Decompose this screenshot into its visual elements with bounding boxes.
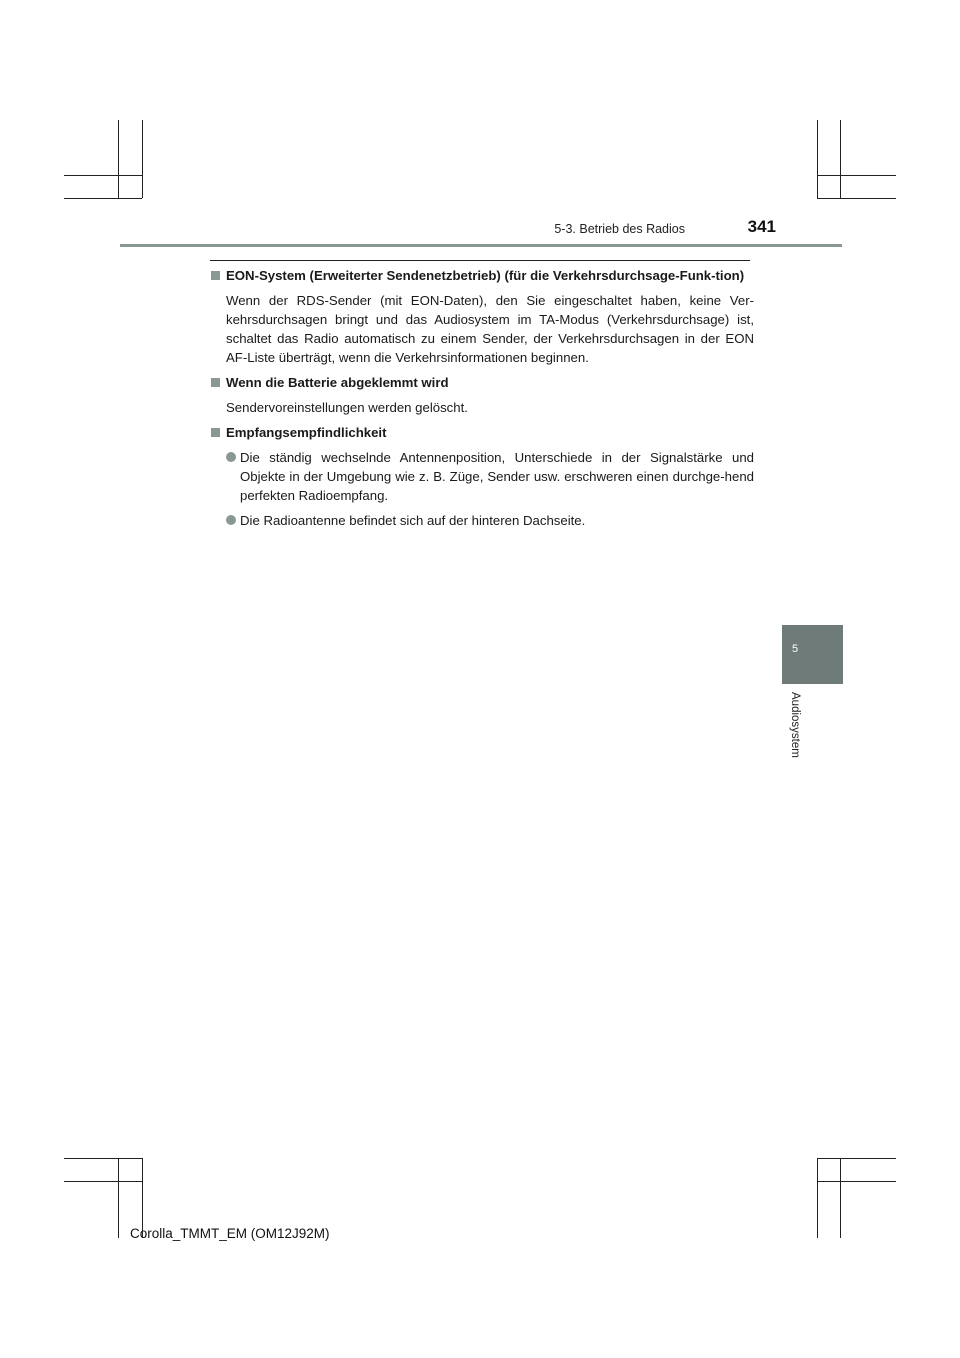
crop-mark: [142, 120, 143, 198]
crop-mark: [64, 1181, 142, 1182]
page-content: [210, 266, 754, 536]
section-battery: [210, 373, 754, 417]
section-eon: [210, 266, 754, 367]
section-paragraph: Sendervoreinstellungen werden gelöscht.: [226, 400, 468, 415]
content-divider: [210, 260, 750, 261]
circle-bullet-icon: [226, 452, 236, 462]
crop-mark: [817, 175, 896, 176]
chapter-number: 5: [791, 643, 799, 655]
section-paragraph: Wenn der RDS-Sender (mit EON-Daten), den Sie eingeschaltet haben, keine Ver-kehrsdurchsagen bringt und das Audiosystem im TA-Modus (Verkehrsdurchsage) ist, schaltet das Radio automatisch zu einem Sender, der Verkehrsdurchsagen in der EON AF-Liste überträgt, wenn die Verkehrsinformationen beginnen.: [226, 293, 754, 365]
document-code: Corolla_TMMT_EM (OM12J92M): [130, 1226, 330, 1241]
crop-mark: [64, 198, 142, 199]
header-rule: [120, 244, 842, 247]
list-item-text: Die Radioantenne befindet sich auf der hinteren Dachseite.: [240, 513, 586, 528]
crop-mark: [840, 1158, 841, 1238]
chapter-label: Audiosystem: [789, 692, 801, 758]
heading-text: EON-System (Erweiterter Sendenetzbetrieb) (für die Verkehrsdurchsage-Funk-tion): [226, 268, 745, 283]
section-heading: [210, 266, 754, 285]
square-bullet-icon: [211, 428, 220, 437]
square-bullet-icon: [211, 271, 220, 280]
section-reception: [210, 423, 754, 530]
section-heading: [210, 373, 754, 392]
crop-mark: [118, 120, 119, 198]
crop-mark: [817, 198, 896, 199]
crop-mark: [817, 120, 818, 198]
list-item: [210, 448, 754, 505]
crop-mark: [64, 175, 142, 176]
crop-mark: [817, 1158, 818, 1238]
circle-bullet-icon: [226, 515, 236, 525]
crop-mark: [817, 1181, 896, 1182]
page-number: 341: [747, 217, 776, 236]
crop-mark: [118, 1158, 119, 1238]
square-bullet-icon: [211, 378, 220, 387]
heading-text: Empfangsempfindlichkeit: [226, 425, 387, 440]
list-item: [210, 511, 754, 530]
list-item-text: Die ständig wechselnde Antennenposition, Unterschiede in der Signalstärke und Objekte in der Umgebung wie z. B. Züge, Sender usw. erschweren einen durchge-hend perfekten Radioempfang.: [240, 450, 754, 503]
crop-mark: [817, 1158, 896, 1159]
crop-mark: [840, 120, 841, 198]
chapter-tab: [782, 625, 843, 684]
crop-mark: [64, 1158, 142, 1159]
section-title: 5-3. Betrieb des Radios: [554, 222, 685, 236]
section-heading: [210, 423, 754, 442]
heading-text: Wenn die Batterie abgeklemmt wird: [226, 375, 449, 390]
